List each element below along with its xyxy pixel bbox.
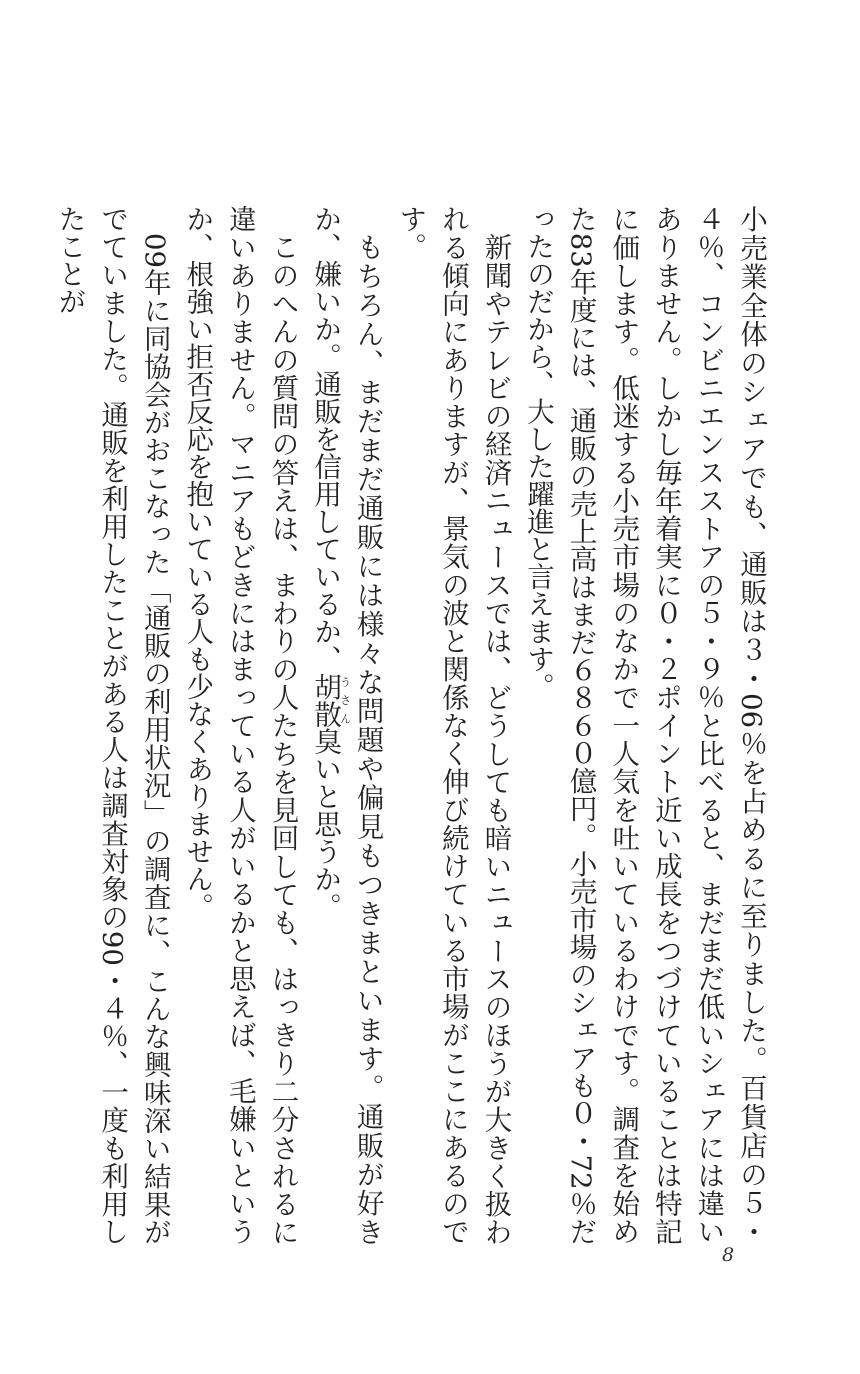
paragraph-5: 09年に同協会がおこなった「通販の利用状況」の調査に、こんな興味深い結果がでていました。通販を利用したことがある人は調査対象の90・４％、一度も利用したことが (53, 205, 171, 1245)
paragraph-3-text: もちろん、まだまだ通販には様々な問題や偏見もつきまといます。通販が好きか、嫌いか。通販を信用しているか、胡散うさん臭いと思うか。 (309, 205, 384, 1245)
ruby-annotation: 胡散うさん (309, 672, 352, 728)
paragraph-2: 新聞やテレビの経済ニュースでは、どうしても暗いニュースのほうが大きく扱われる傾向にありますが、景気の波と関係なく伸び続けている市場がここにあるのです。 (394, 205, 512, 1245)
page-number: 8 (721, 1244, 735, 1266)
paragraph-4: このへんの質問の答えは、まわりの人たちを見回しても、はっきり二分されるに違いありません。マニアもどきにはまっている人がいるかと思えば、毛嫌いというか、根強い拒否反応を抱いている人も少なくありません。 (181, 205, 299, 1245)
ruby-reading: うさん (338, 672, 352, 728)
paragraph-1: 小売業全体のシェアでも、通販は３・06％を占めるに至りました。百貨店の５・４％、コンビニエンスストアの５・９％と比べると、まだまだ低いシェアには違いありません。しかし毎年着実に０・２ポイント近い成長をつづけていることは特記に価します。低迷する小売市場のなかで一人気を吐いているわけです。調査を始めた83年度には、通販の売上高はまだ６８６０億円。小売市場のシェアも０・72％だったのだから、大した躍進と言えます。 (522, 205, 767, 1245)
vertical-text-body (53, 205, 772, 1245)
paragraph-3 (303, 205, 388, 1245)
